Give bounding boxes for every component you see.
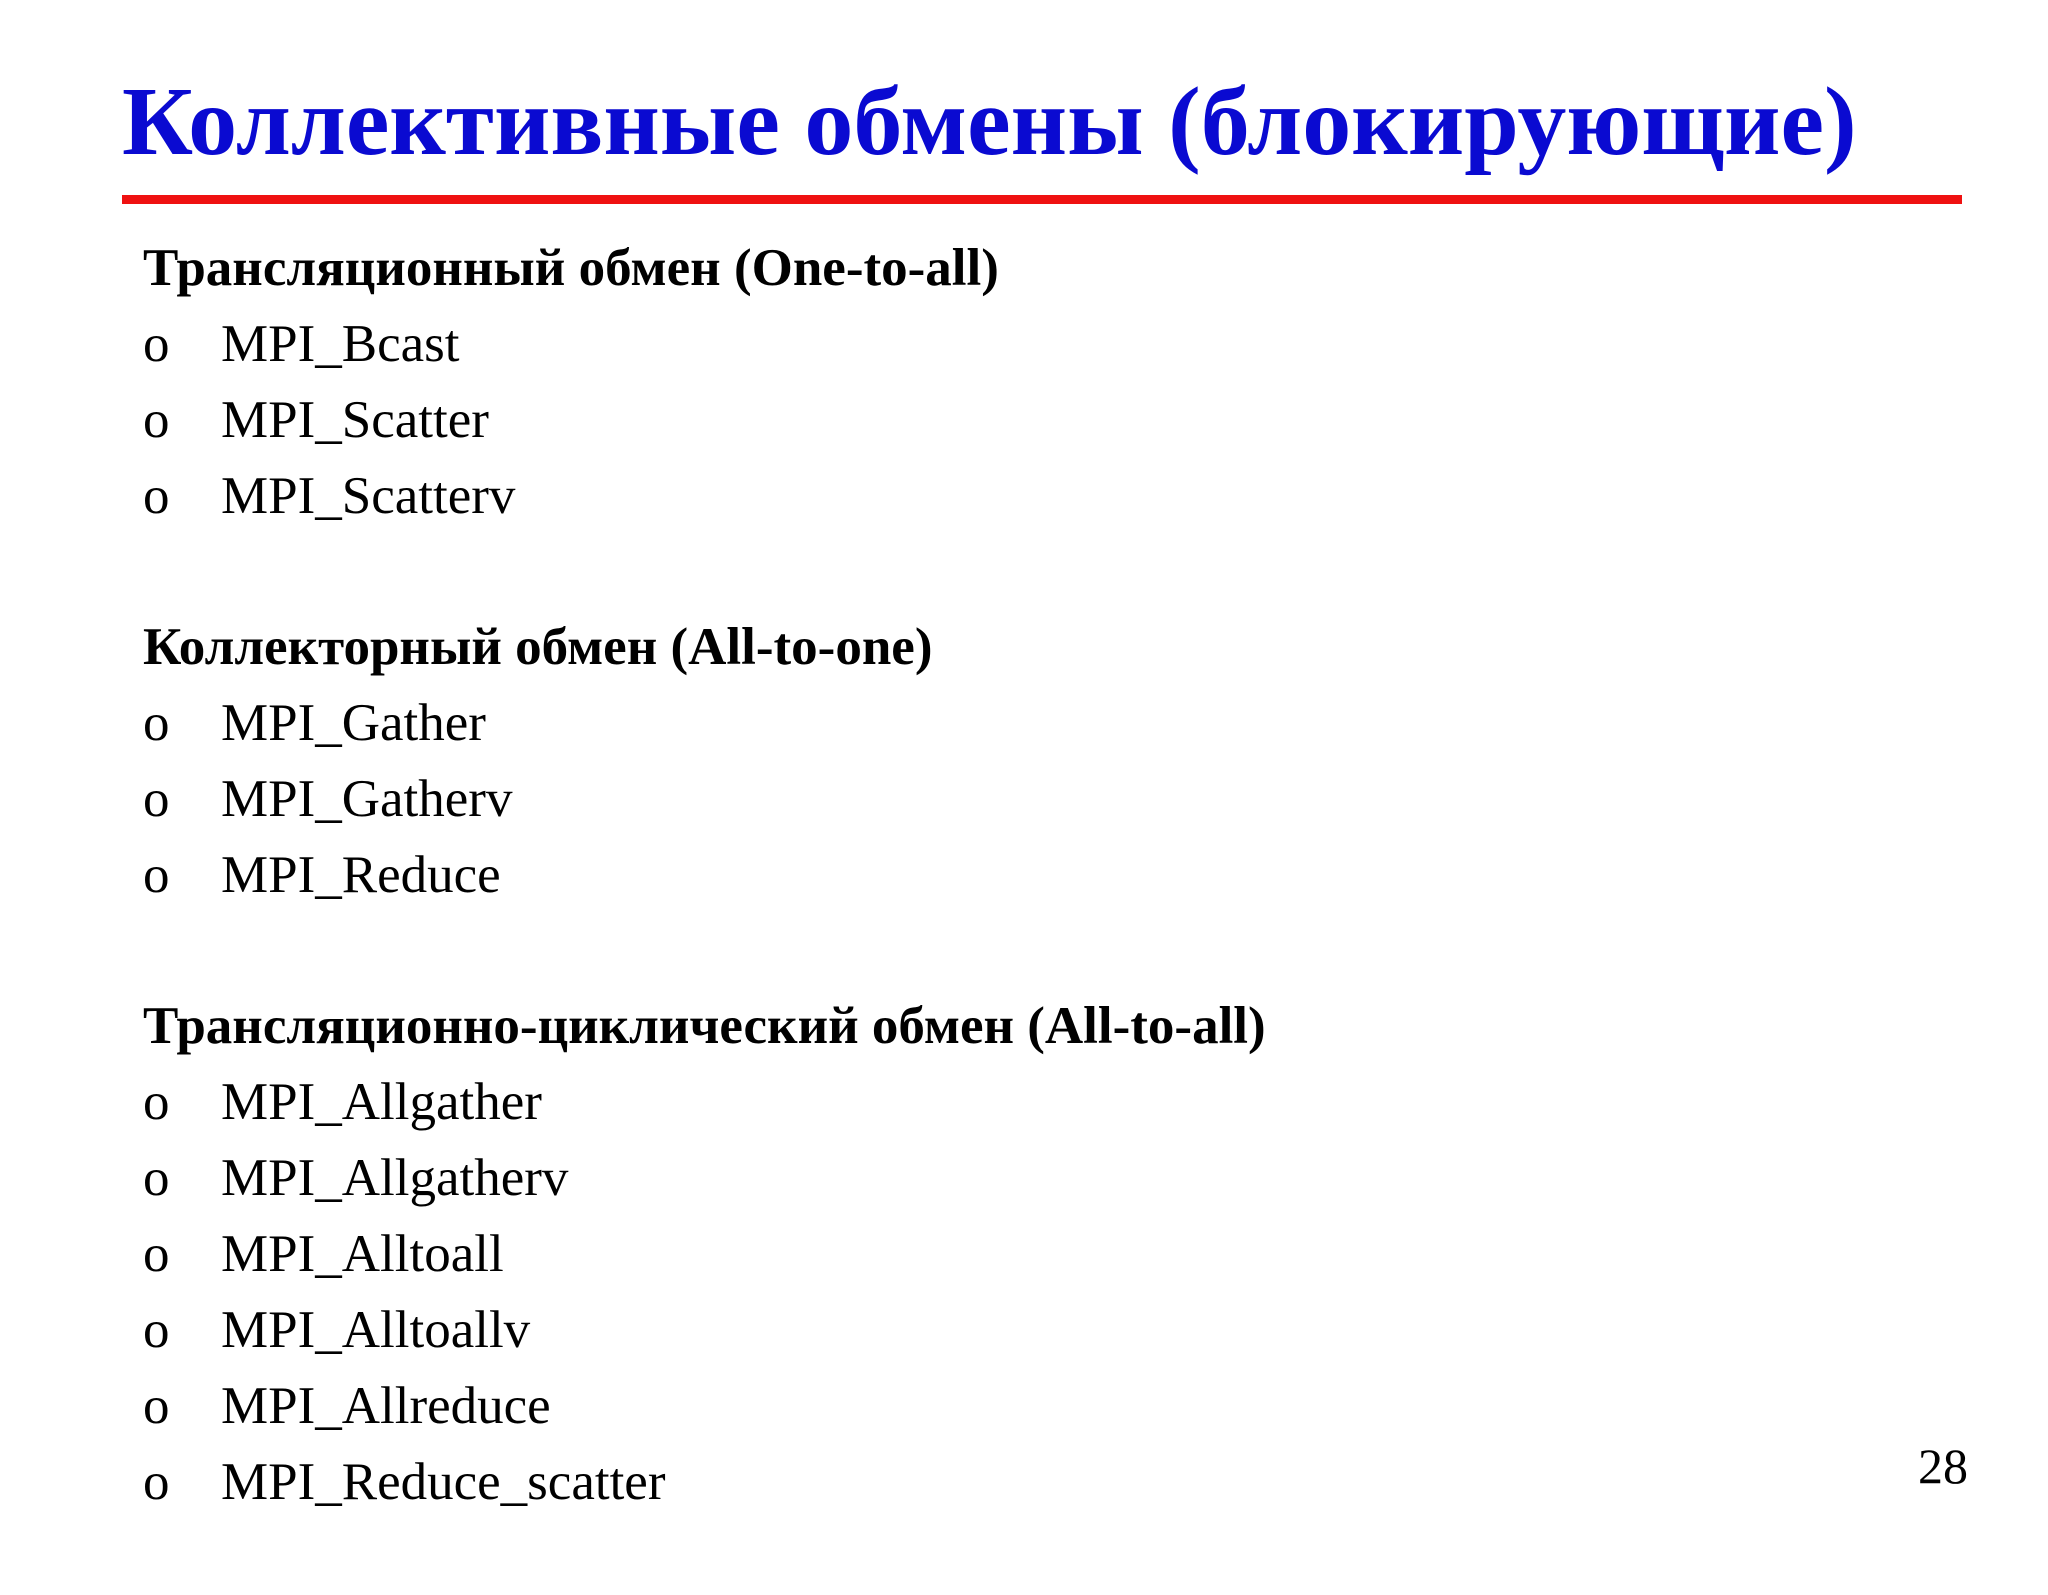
bullet-icon: o	[143, 467, 170, 525]
bullet-icon: o	[143, 1377, 170, 1435]
list-item	[143, 382, 1923, 458]
section-all-to-all	[143, 988, 1923, 1520]
title-underline	[122, 195, 1962, 204]
list-item	[143, 1064, 1923, 1140]
list-item-label: MPI_Reduce	[221, 846, 501, 904]
list-item	[143, 1444, 1923, 1520]
section-one-to-all	[143, 230, 1923, 534]
bullet-icon: o	[143, 694, 170, 752]
list-item	[143, 1292, 1923, 1368]
page-number: 28	[1918, 1438, 1968, 1494]
function-list	[143, 685, 1923, 913]
slide-content	[143, 230, 1923, 1595]
list-item	[143, 458, 1923, 534]
slide-title: Коллективные обмены (блокирующие)	[122, 68, 1857, 176]
bullet-icon: o	[143, 1073, 170, 1131]
bullet-icon: o	[143, 315, 170, 373]
function-list	[143, 1064, 1923, 1520]
bullet-icon: o	[143, 1301, 170, 1359]
list-item-label: MPI_Alltoall	[221, 1225, 504, 1283]
list-item	[143, 685, 1923, 761]
bullet-icon: o	[143, 846, 170, 904]
section-heading: Трансляционно-циклический обмен (All-to-all)	[143, 997, 1266, 1055]
list-item-label: MPI_Gatherv	[221, 770, 513, 828]
list-item-label: MPI_Reduce_scatter	[221, 1453, 666, 1511]
list-item-label: MPI_Scatterv	[221, 467, 516, 525]
bullet-icon: o	[143, 1225, 170, 1283]
bullet-icon: o	[143, 1453, 170, 1511]
list-item	[143, 1368, 1923, 1444]
function-list	[143, 306, 1923, 534]
list-item-label: MPI_Allgather	[221, 1073, 542, 1131]
bullet-icon: o	[143, 391, 170, 449]
section-heading: Коллекторный обмен (All-to-one)	[143, 618, 933, 676]
list-item-label: MPI_Allreduce	[221, 1377, 551, 1435]
list-item	[143, 1216, 1923, 1292]
list-item	[143, 761, 1923, 837]
section-heading: Трансляционный обмен (One-to-all)	[143, 239, 999, 297]
section-all-to-one	[143, 609, 1923, 913]
list-item	[143, 837, 1923, 913]
list-item-label: MPI_Allgatherv	[221, 1149, 569, 1207]
bullet-icon: o	[143, 770, 170, 828]
list-item-label: MPI_Bcast	[221, 315, 460, 373]
list-item-label: MPI_Alltoallv	[221, 1301, 531, 1359]
bullet-icon: o	[143, 1149, 170, 1207]
list-item-label: MPI_Scatter	[221, 391, 489, 449]
list-item-label: MPI_Gather	[221, 694, 486, 752]
list-item	[143, 1140, 1923, 1216]
list-item	[143, 306, 1923, 382]
